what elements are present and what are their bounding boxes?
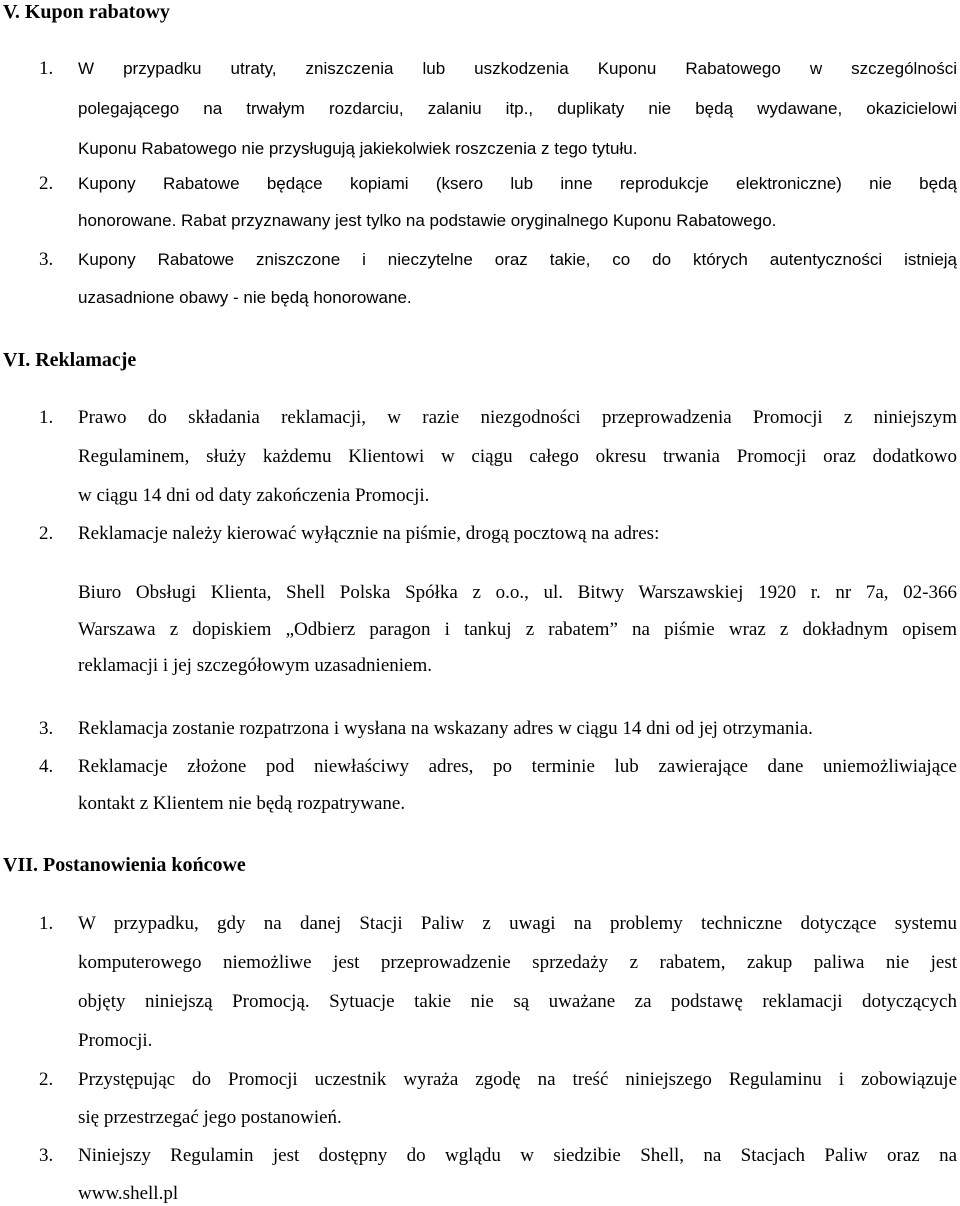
section-vii-item-2 [39, 1068, 957, 1130]
text-line: Kuponu Rabatowego nie przysługują jakiekolwiek roszczenia z tego tytułu. [78, 139, 638, 158]
item-number: 1. [39, 913, 54, 934]
item-number: 2. [39, 173, 54, 194]
item-text [78, 755, 957, 816]
section-vi-item-2 [39, 522, 957, 546]
item-number: 4. [39, 756, 54, 777]
text-line: kontakt z Klientem nie będą rozpatrywane. [78, 793, 406, 814]
item-text [78, 522, 957, 546]
text-line: Regulaminem, służy każdemu Klientowi w ciągu całego okresu trwania Promocji oraz dodatkowo [78, 446, 957, 467]
text-line: w ciągu 14 dni od daty zakończenia Promocji. [78, 485, 430, 506]
section-v-item-1 [39, 57, 957, 161]
text-line: polegającego na trwałym rozdarciu, zalaniu itp., duplikaty nie będą wydawane, okazicielowi [78, 99, 957, 118]
item-text [78, 912, 957, 1053]
text-line: Kupony Rabatowe będące kopiami (ksero lub inne reprodukcje elektroniczne) nie będą [78, 174, 957, 193]
text-line: Przystępując do Promocji uczestnik wyraża zgodę na treść niniejszego Regulaminu i zobowiązuje [78, 1069, 957, 1090]
item-number: 2. [39, 523, 54, 544]
text-line: Prawo do składania reklamacji, w razie niezgodności przeprowadzenia Promocji z niniejszym [78, 407, 957, 428]
item-number: 2. [39, 1069, 54, 1090]
text-line: honorowane. Rabat przyznawany jest tylko na podstawie oryginalnego Kuponu Rabatowego. [78, 211, 777, 230]
text-line: objęty niniejszą Promocją. Sytuacje takie nie są uważane za podstawę reklamacji dotyczących [78, 991, 957, 1012]
address-line: Warszawa z dopiskiem „Odbierz paragon i tankuj z rabatem” na piśmie wraz z dokładnym opisem [78, 619, 957, 640]
item-number: 1. [39, 407, 54, 428]
text-line: Reklamacja zostanie rozpatrzona i wysłana na wskazany adres w ciągu 14 dni od jej otrzymania. [78, 718, 813, 739]
section-v-heading: V. Kupon rabatowy [3, 1, 170, 23]
text-line: się przestrzegać jego postanowień. [78, 1107, 342, 1128]
section-vi-item-1 [39, 406, 957, 508]
section-vi-item-4 [39, 755, 957, 816]
item-number: 3. [39, 249, 54, 270]
item-text [78, 406, 957, 508]
item-text [78, 248, 957, 310]
text-line: Kupony Rabatowe zniszczone i nieczytelne oraz takie, co do których autentyczności istnieją [78, 250, 957, 269]
text-line: Promocji. [78, 1030, 153, 1051]
text-line: Reklamacje złożone pod niewłaściwy adres, po terminie lub zawierające dane uniemożliwiające [78, 756, 957, 777]
section-vii-heading: VII. Postanowienia końcowe [3, 854, 246, 876]
section-v-item-2 [39, 172, 957, 233]
section-vii-item-3 [39, 1144, 957, 1206]
website-link[interactable]: www.shell.pl [78, 1183, 179, 1204]
section-vi-heading: VI. Reklamacje [3, 349, 137, 371]
section-v-item-3 [39, 248, 957, 310]
address-line: reklamacji i jej szczegółowym uzasadnieniem. [78, 655, 432, 676]
item-text [78, 1144, 957, 1206]
text-line: W przypadku, gdy na danej Stacji Paliw z uwagi na problemy techniczne dotyczące systemu [78, 913, 957, 934]
address-line: Biuro Obsługi Klienta, Shell Polska Spółka z o.o., ul. Bitwy Warszawskiej 1920 r. nr 7a, 02-366 [78, 582, 957, 603]
item-text [78, 172, 957, 233]
item-text [78, 57, 957, 161]
text-line: komputerowego niemożliwe jest przeprowadzenie sprzedaży z rabatem, zakup paliwa nie jest [78, 952, 957, 973]
section-vii-item-1 [39, 912, 957, 1053]
text-line: Niniejszy Regulamin jest dostępny do wglądu w siedzibie Shell, na Stacjach Paliw oraz na [78, 1145, 957, 1166]
text-line: uzasadnione obawy - nie będą honorowane. [78, 288, 412, 307]
item-number: 3. [39, 718, 54, 739]
item-number: 3. [39, 1145, 54, 1166]
section-vi-item-3 [39, 717, 957, 741]
text-line: W przypadku utraty, zniszczenia lub uszkodzenia Kuponu Rabatowego w szczególności [78, 59, 957, 78]
text-line: Reklamacje należy kierować wyłącznie na piśmie, drogą pocztową na adres: [78, 523, 660, 544]
item-number: 1. [39, 58, 54, 79]
item-text [78, 717, 957, 741]
complaints-address [78, 581, 957, 678]
item-text [78, 1068, 957, 1130]
